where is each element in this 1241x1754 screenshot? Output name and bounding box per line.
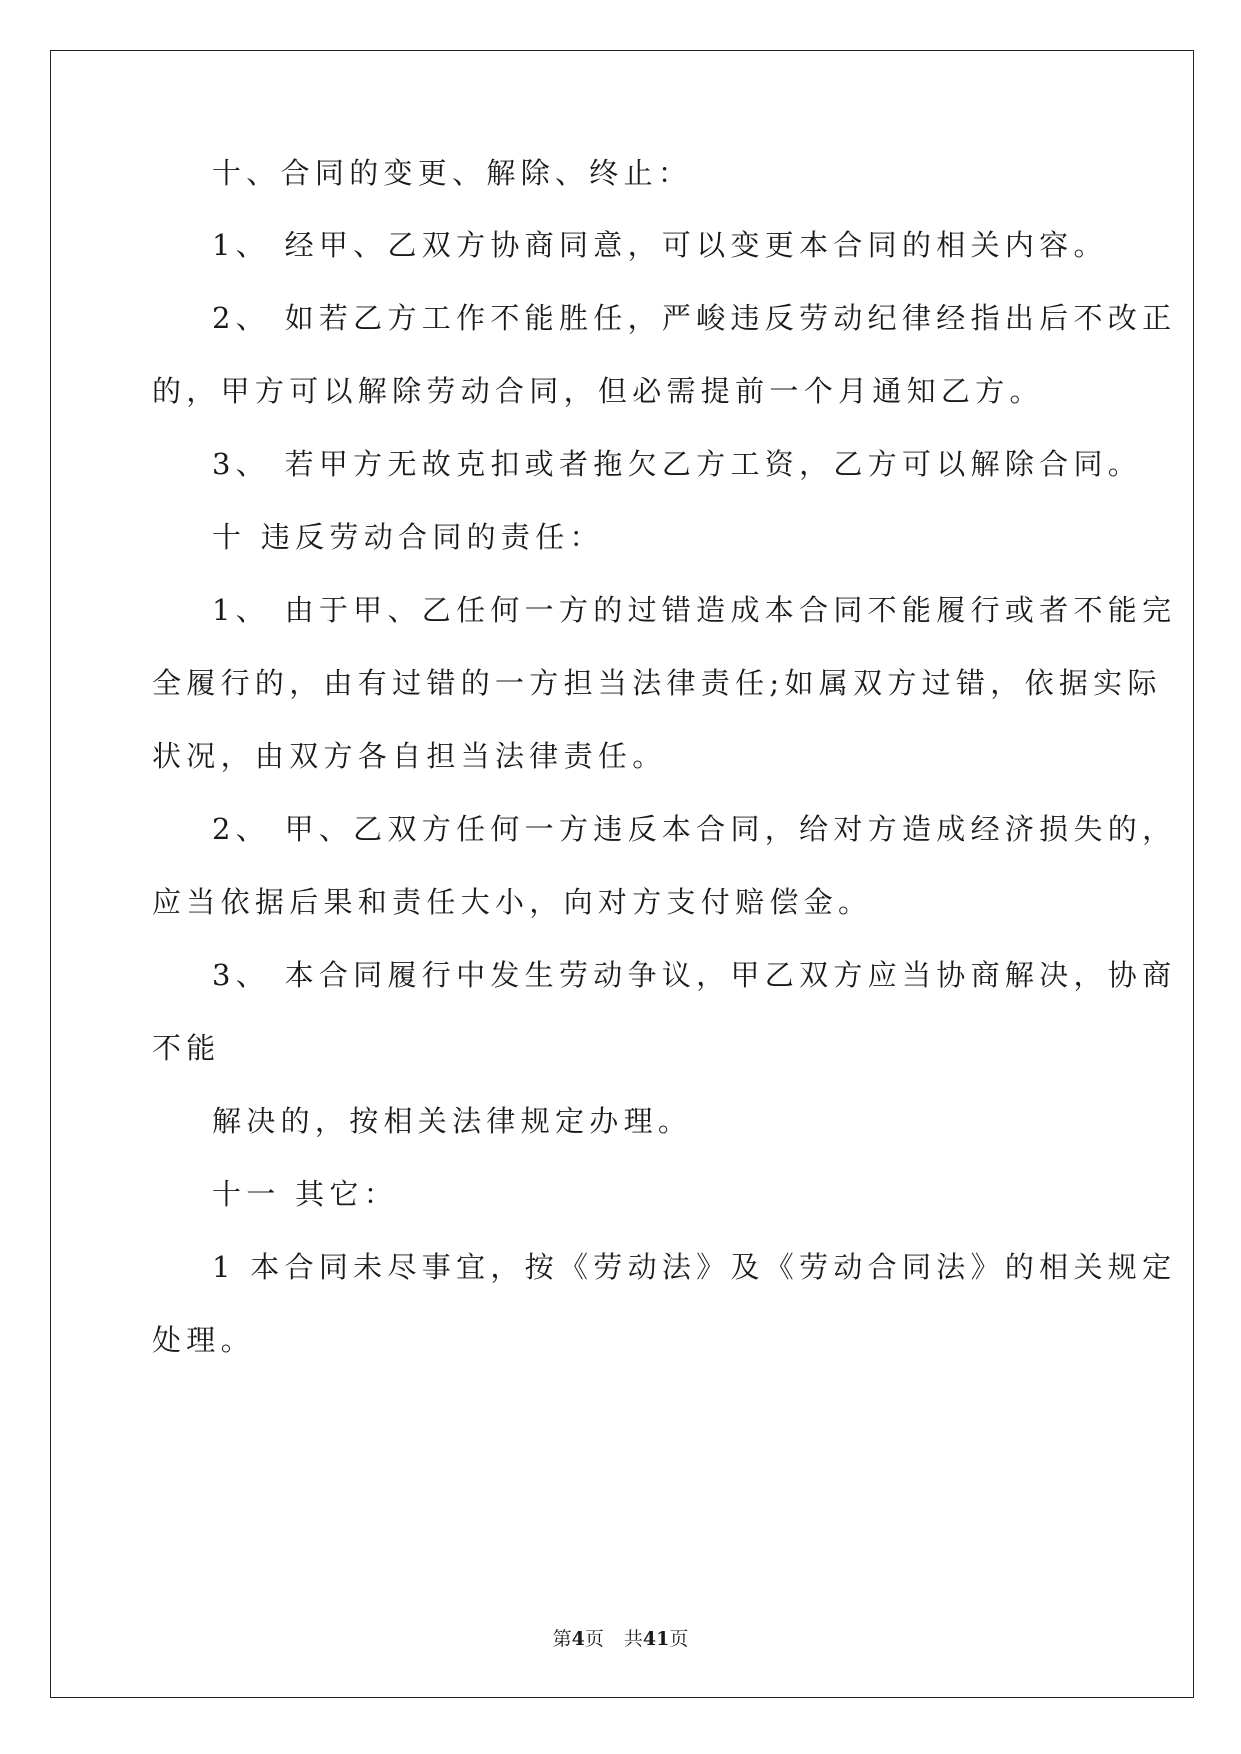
paragraph-line: 状况，由双方各自担当法律责任。: [152, 739, 667, 773]
paragraph-line: 3、 若甲方无故克扣或者拖欠乙方工资，乙方可以解除合同。: [212, 447, 1143, 481]
total-pages: 41: [642, 1628, 670, 1650]
page-suffix: 页: [584, 1628, 604, 1650]
paragraph-line: 1 本合同未尽事宜，按《劳动法》及《劳动合同法》的相关规定: [212, 1250, 1177, 1284]
page-number: 4: [571, 1628, 585, 1650]
paragraph-line: 不能: [152, 1031, 221, 1065]
paragraph-line: 全履行的，由有过错的一方担当法律责任;如属双方过错，依据实际: [152, 666, 1162, 700]
section-heading-contract-change: 十、合同的变更、解除、终止：: [212, 156, 693, 190]
paragraph-line: 解决的，按相关法律规定办理。: [212, 1104, 693, 1138]
paragraph-line: 3、 本合同履行中发生劳动争议，甲乙双方应当协商解决，协商: [212, 958, 1177, 992]
paragraph-line: 1、 经甲、乙双方协商同意，可以变更本合同的相关内容。: [212, 228, 1108, 262]
page-footer: [0, 1626, 1241, 1652]
section-heading-liability: 十 违反劳动合同的责任：: [212, 520, 604, 554]
paragraph-line: 2、 甲、乙双方任何一方违反本合同，给对方造成经济损失的，: [212, 812, 1177, 846]
total-prefix: 共: [623, 1628, 643, 1650]
paragraph-line: 处理。: [152, 1323, 255, 1357]
total-suffix: 页: [669, 1628, 689, 1650]
paragraph-line: 2、 如若乙方工作不能胜任，严峻违反劳动纪律经指出后不改正: [212, 301, 1177, 335]
paragraph-line: 1、 由于甲、乙任何一方的过错造成本合同不能履行或者不能完: [212, 593, 1177, 627]
paragraph-line: 的，甲方可以解除劳动合同，但必需提前一个月通知乙方。: [152, 374, 1044, 408]
paragraph-line: 应当依据后果和责任大小，向对方支付赔偿金。: [152, 885, 873, 919]
section-heading-other: 十一 其它：: [212, 1177, 399, 1211]
page-prefix: 第: [552, 1628, 572, 1650]
